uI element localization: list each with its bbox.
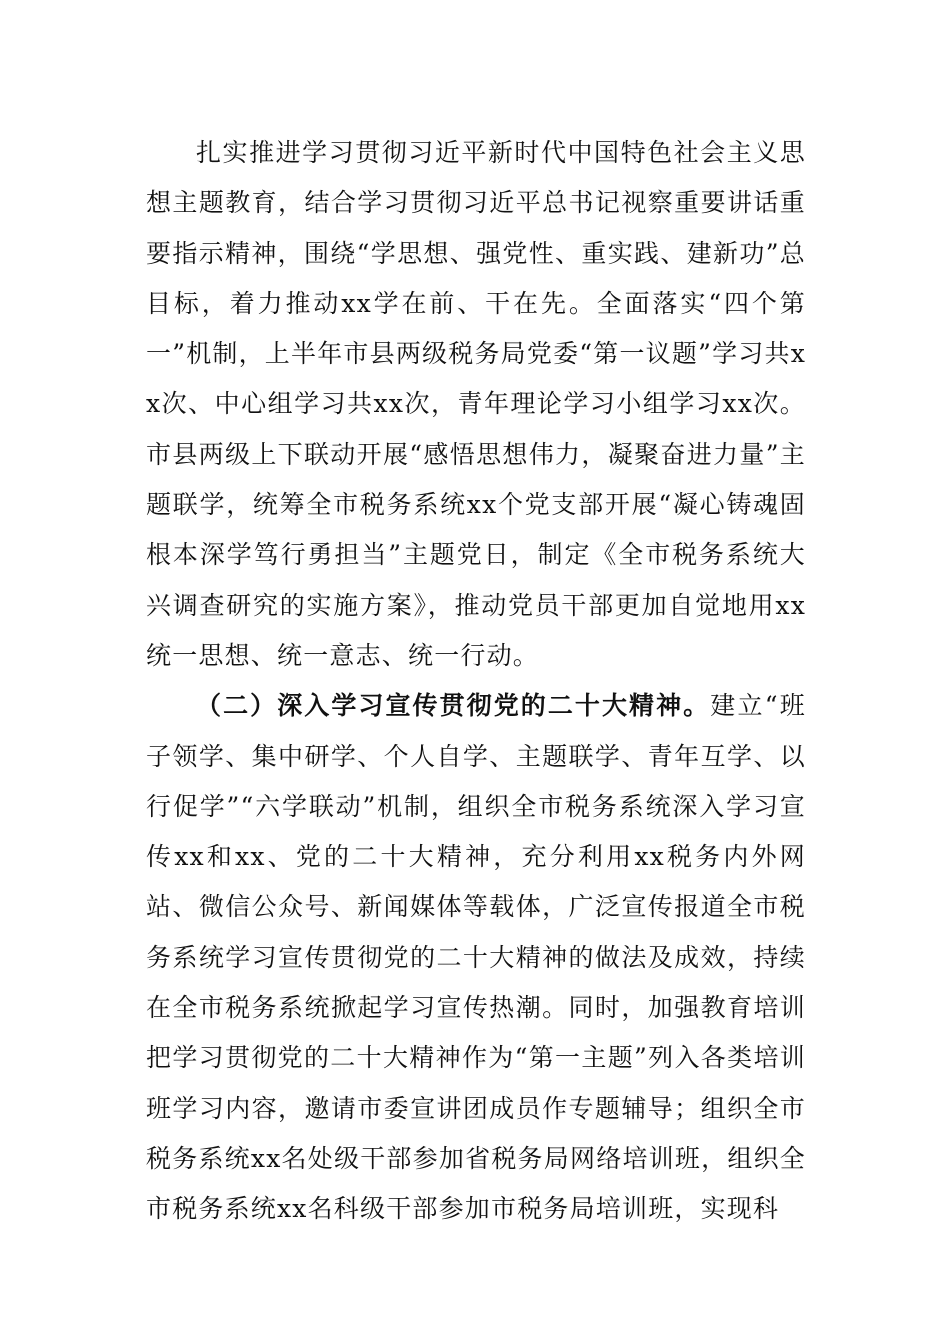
paragraph-1-text: 扎实推进学习贯彻习近平新时代中国特色社会主义思想主题教育，结合学习贯彻习近平总书记视察重要讲话重要指示精神，围绕“学思想、强党性、重实践、建新功”总目标，着力推动xx学在前、干在先。全面落实“四个第一”机制，上半年市县两级税务局党委“第一议题”学习共xx次、中心组学习共xx次，青年理论学习小组学习xx次。市县两级上下联动开展“感悟思想伟力，凝聚奋进力量”主题联学，统筹全市税务系统xx个党支部开展“凝心铸魂固根本深学笃行勇担当”主题党日，制定《全市税务系统大兴调查研究的实施方案》，推动党员干部更加自觉地用xx统一思想、统一意志、统一行动。 [146,138,806,670]
section-heading-2: （二）深入学习宣传贯彻党的二十大精神。 [196,691,711,721]
paragraph-2-text: 建立“班子领学、集中研学、个人自学、主题联学、青年互学、以行促学”“六学联动”机制，组织全市税务系统深入学习宣传xx和xx、党的二十大精神，充分利用xx税务内外网站、微信公众号、新闻媒体等载体，广泛宣传报道全市税务系统学习宣传贯彻党的二十大精神的做法及成效，持续在全市税务系统掀起学习宣传热潮。同时，加强教育培训把学习贯彻党的二十大精神作为“第一主题”列入各类培训班学习内容，邀请市委宣讲团成员作专题辅导；组织全市税务系统xx名处级干部参加省税务局网络培训班，组织全市税务系统xx名科级干部参加市税务局培训班，实现科 [146,691,806,1224]
document-body [146,128,806,1235]
paragraph-twentieth-congress [146,681,806,1234]
paragraph-theme-education [146,128,806,681]
